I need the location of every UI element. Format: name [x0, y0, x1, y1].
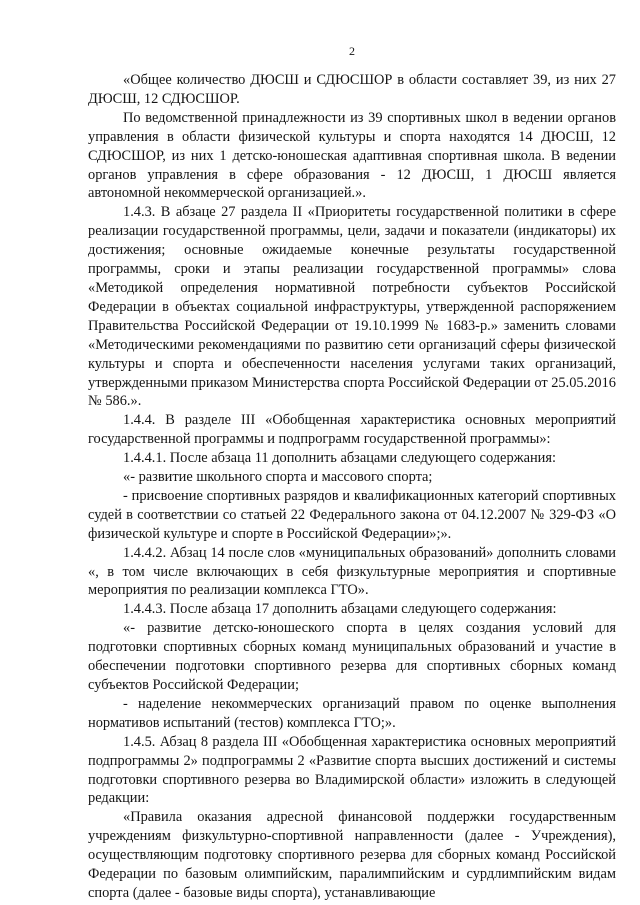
paragraph-1-4-4-1: 1.4.4.1. После абзаца 11 дополнить абзацами следующего содержания:: [123, 450, 556, 467]
paragraph-school-count: «Общее количество ДЮСШ и СДЮСШОР в области составляет 39, из них 27 ДЮСШ, 12 СДЮСШОР.: [88, 72, 616, 107]
paragraph-1-4-5: 1.4.5. Абзац 8 раздела III «Обобщенная характеристика основных мероприятий подпрограммы 2» подпрограммы 2 «Развитие спорта высших достижений и системы подготовки спортивного резерва во Владимирской области» изложить в следующей редакции:: [88, 733, 616, 807]
paragraph-youth-sport: «- развитие детско-юношеского спорта в целях создания условий для подготовки спортивных сборных команд муниципальных образований и участие в обеспечении подготовки спортивного резерва для спортивных сборных команд субъектов Российской Федерации;: [88, 620, 616, 693]
paragraph-1-4-4-3: 1.4.4.3. После абзаца 17 дополнить абзацами следующего содержания:: [123, 601, 557, 618]
paragraph-departmental-affiliation: По ведомственной принадлежности из 39 спортивных школ в ведении органов управления в области физической культуры и спорта находятся 14 ДЮСШ, 12 СДЮСШОР, из них 1 детско-юношеская адаптивная спортивная школа. В ведении органов управления в сфере образования - 12 ДЮСШ, 1 ДЮСШ является автономной некоммерческой организацией.».: [88, 109, 616, 202]
paragraph-school-sport: «- развитие школьного спорта и массового спорта;: [123, 469, 433, 486]
paragraph-financial-support-rules: «Правила оказания адресной финансовой поддержки государственным учреждениям физкультурно-спортивной направленности (далее - Учреждения), осуществляющим подготовку спортивного резерва для сборных команд Российской Федерации по базовым олимпийским, паралимпийским и сурдлимпийским видам спорта (далее - базовые виды спорта), устанавливающие: [88, 809, 616, 901]
paragraph-nonprofit-gto: - наделение некоммерческих организаций правом по оценке выполнения нормативов испытаний (тестов) комплекса ГТО;».: [88, 695, 616, 731]
paragraph-1-4-4: 1.4.4. В разделе III «Обобщенная характеристика основных мероприятий государственной программы и подпрограмм государственной программы»:: [88, 412, 616, 448]
document-body: [88, 71, 616, 903]
page-number: 2: [349, 44, 355, 58]
paragraph-1-4-4-2: 1.4.4.2. Абзац 14 после слов «муниципальных образований» дополнить словами «, в том числе включающих в себя физкультурные мероприятия и спортивные мероприятия по реализации комплекса ГТО».: [88, 544, 616, 599]
paragraph-sport-ranks: - присвоение спортивных разрядов и квалификационных категорий спортивных судей в соответствии со статьей 22 Федерального закона от 04.12.2007 № 329-ФЗ «О физической культуре и спорте в Российской Федерации»;».: [88, 487, 616, 542]
paragraph-1-4-3: 1.4.3. В абзаце 27 раздела II «Приоритеты государственной политики в сфере реализации государственной программы, цели, задачи и показатели (индикаторы) их достижения; основные ожидаемые конечные результаты государственной программы, сроки и этапы реализации государственной программы» слова «Методикой определения нормативной потребности субъектов Российской Федерации в объектах социальной инфраструктуры, утвержденной распоряжением Правительства Российской Федерации от 19.10.1999 № 1683-р.» заменить словами «Методическими рекомендациями по развитию сети организаций сферы физической культуры и спорта и обеспеченности населения услугами таких организаций, утвержденными приказом Министерства спорта Российской Федерации от 25.05.2016 № 586.».: [88, 204, 616, 410]
